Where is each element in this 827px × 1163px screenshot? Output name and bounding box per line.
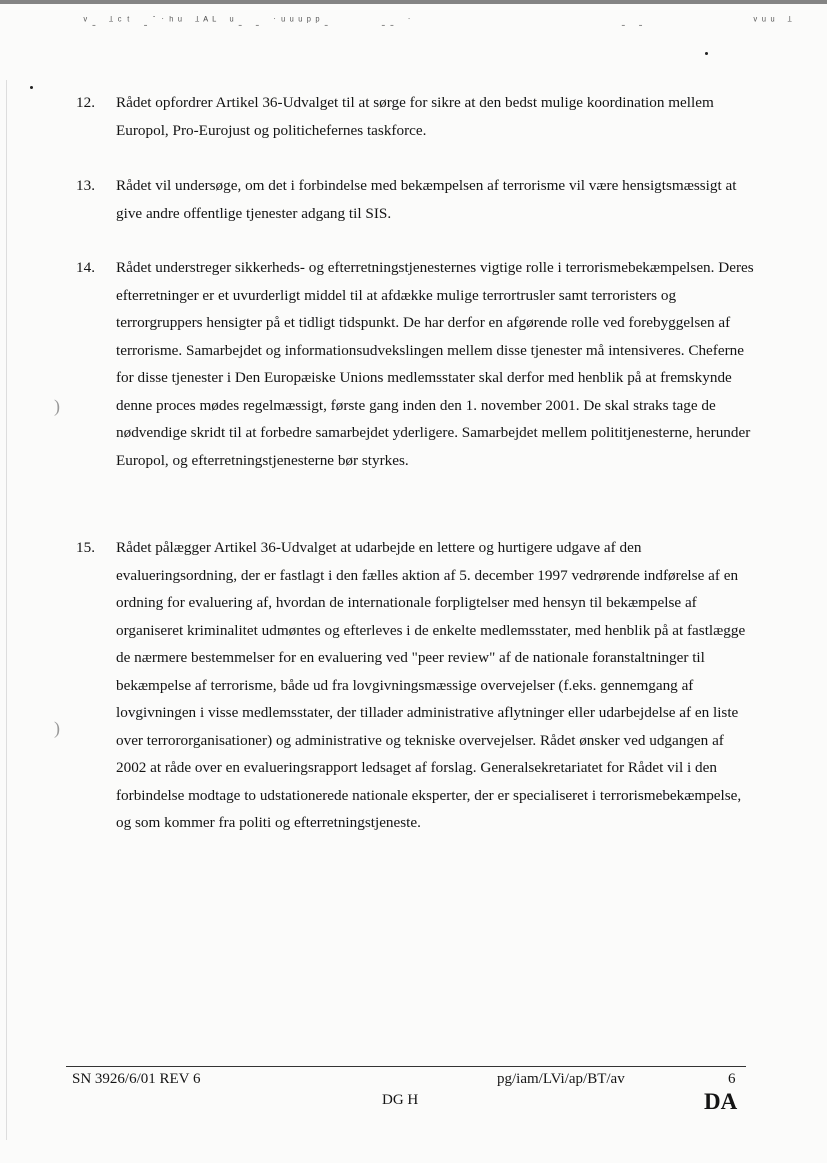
- fax-top-rule: [0, 0, 827, 4]
- scan-speck: [705, 52, 708, 55]
- fax-header-left: ᵛˍ ˡᶜᵗ ˍ˙ˑʰᵘ ˡᴬᴸ ᵘˍ ˍ ˑᵘᵘᵘᵖᵖˍ: [82, 16, 332, 28]
- item-number: 13.: [76, 177, 95, 194]
- item-text: Rådet understreger sikkerheds- og efterretningstjenesternes vigtige rolle i terrorismebekæmpelsen. Deres efterretninger er et uvurderligt middel til at afdække mulige terrortrusler samt terroristers og terrorgruppers hensigter på et tidligt tidspunkt. De har derfor en afgørende rolle ved forebyggelsen af terrorisme. Samarbejdet og informationsudvekslingen mellem disse tjenester må intensiveres. Cheferne for disse tjenester i Den Europæiske Unions medlemsstater skal derfor med henblik på at fremskynde denne proces mødes regelmæssigt, første gang inden den 1. november 2001. De skal straks tage de nødvendige skridt til at forbedre samarbejdet yderligere. Samarbejdet mellem polititjenesterne, herunder Europol, og efterretningstjenesterne bør styrkes.: [116, 259, 754, 469]
- item-number: 14.: [76, 259, 95, 276]
- fax-header-right: ˍ ˍ: [620, 16, 646, 28]
- fax-transmission-header: [60, 16, 800, 32]
- list-item: [76, 254, 756, 474]
- scan-edge-line: [6, 80, 7, 1140]
- directorate-general: DG H: [382, 1092, 419, 1108]
- page-number: 6: [728, 1071, 736, 1087]
- language-code: DA: [704, 1089, 738, 1114]
- author-code: pg/iam/LVi/ap/BT/av: [497, 1071, 625, 1087]
- item-text: Rådet opfordrer Artikel 36-Udvalget til at sørge for sikre at den bedst mulige koordination mellem Europol, Pro-Eurojust og politichefernes taskforce.: [116, 94, 714, 139]
- list-item: [76, 89, 756, 144]
- punch-hole-mark: ): [54, 718, 60, 738]
- list-item: [76, 534, 756, 837]
- item-number: 12.: [76, 94, 95, 111]
- item-text: Rådet pålægger Artikel 36-Udvalget at udarbejde en lettere og hurtigere udgave af den evalueringsordning, der er fastlagt i den fælles aktion af 5. december 1997 vedrørende indførelse af en ordning for evaluering af, hvordan de internationale forpligtelser med hensyn til bekæmpelse af organiseret kriminalitet udmøntes og efterleves i de enkelte medlemsstater, med henblik på at fastlægge de nærmere bestemmelser for en evaluering ved "peer review" af de nationale foranstaltninger til bekæmpelse af terrorisme, både ud fra lovgivningsmæssige overvejelser (f.eks. gennemgang af lovgivningen i visse medlemsstater, der tillader administrative aflytninger eller udarbejdelse af en liste over terrororganisationer) og administrative og tekniske overvejelser. Rådet ønsker ved udgangen af 2002 at råde over en evalueringsrapport ledsaget af forslag. Generalsekretariatet for Rådet vil i den forbindelse modtage to udstationerede nationale eksperter, der er specialiseret i terrorismebekæmpelse, og som kommer fra politi og efterretningstjeneste.: [116, 539, 746, 831]
- document-reference: SN 3926/6/01 REV 6: [72, 1071, 201, 1087]
- footer-rule: [66, 1066, 746, 1067]
- item-text: Rådet vil undersøge, om det i forbindelse med bekæmpelsen af terrorisme vil være hensigtsmæssigt at give andre offentlige tjenester adgang til SIS.: [116, 177, 737, 222]
- punch-hole-mark: ): [54, 396, 60, 416]
- item-number: 15.: [76, 539, 95, 556]
- fax-header-middle: ˍˍ ˑ: [380, 16, 415, 28]
- list-item: [76, 172, 756, 227]
- scan-speck: [30, 86, 33, 89]
- fax-page-marker: ᵛᵘᵘ ˡ: [752, 16, 796, 28]
